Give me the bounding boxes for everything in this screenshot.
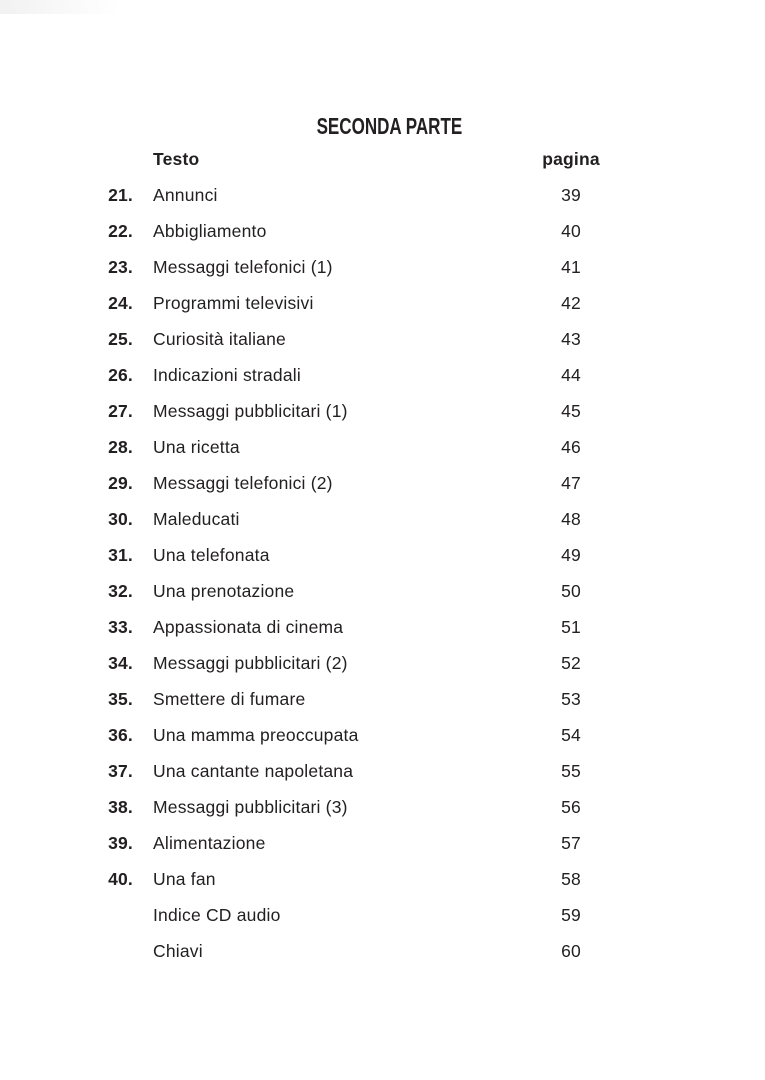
toc-entry-title: Alimentazione [153,833,266,854]
toc-row [0,502,765,538]
toc-row [0,214,765,250]
toc-entry-title: Curiosità italiane [153,329,286,350]
scan-artifact [0,0,120,14]
toc-entry-page: 60 [561,941,581,962]
toc-entry-number: 33. [108,617,133,638]
toc-entry-title: Indicazioni stradali [153,365,301,386]
section-title [7,114,765,138]
toc-entry-page: 47 [561,473,581,494]
toc-entry-number: 23. [108,257,133,278]
toc-row [0,790,765,826]
toc-entry-number: 34. [108,653,133,674]
toc-row [0,250,765,286]
toc-entry-page: 58 [561,869,581,890]
toc-row [0,682,765,718]
toc-entry-number: 24. [108,293,133,314]
toc-entry-page: 39 [561,185,581,206]
toc-entry-page: 44 [561,365,581,386]
toc-entry-title: Messaggi pubblicitari (1) [153,401,348,422]
toc-row [0,862,765,898]
toc-row [0,610,765,646]
toc-entry-number: 40. [108,869,133,890]
toc-entry-page: 49 [561,545,581,566]
toc-entry-number: 25. [108,329,133,350]
toc-row [0,358,765,394]
toc-entry-number: 30. [108,509,133,530]
toc-row [0,754,765,790]
toc-entry-page: 43 [561,329,581,350]
toc-entry-title: Maleducati [153,509,240,530]
toc-entry-title: Chiavi [153,941,203,962]
toc-entry-page: 53 [561,689,581,710]
toc-entry-number: 31. [108,545,133,566]
toc-entry-title: Messaggi pubblicitari (2) [153,653,348,674]
toc-entry-number: 35. [108,689,133,710]
toc-entry-page: 40 [561,221,581,242]
table-of-contents [0,142,765,970]
toc-entry-title: Messaggi telefonici (1) [153,257,333,278]
toc-header-row [0,142,765,178]
toc-row [0,538,765,574]
toc-entry-title: Programmi televisivi [153,293,314,314]
toc-entry-page: 55 [561,761,581,782]
toc-entry-page: 45 [561,401,581,422]
toc-entry-title: Una telefonata [153,545,270,566]
toc-row [0,286,765,322]
toc-entry-number: 22. [108,221,133,242]
toc-entry-title: Smettere di fumare [153,689,306,710]
toc-rows [0,178,765,970]
toc-row [0,430,765,466]
toc-row [0,574,765,610]
toc-row [0,934,765,970]
toc-entry-number: 32. [108,581,133,602]
toc-entry-page: 41 [561,257,581,278]
toc-entry-number: 36. [108,725,133,746]
toc-entry-number: 38. [108,797,133,818]
toc-entry-page: 54 [561,725,581,746]
toc-entry-page: 57 [561,833,581,854]
toc-header-pagina: pagina [542,149,600,170]
toc-entry-number: 28. [108,437,133,458]
toc-row [0,718,765,754]
toc-entry-title: Una cantante napoletana [153,761,354,782]
toc-entry-page: 56 [561,797,581,818]
toc-entry-number: 21. [108,185,133,206]
toc-entry-page: 48 [561,509,581,530]
toc-entry-number: 37. [108,761,133,782]
toc-entry-page: 52 [561,653,581,674]
toc-entry-title: Una ricetta [153,437,240,458]
toc-entry-page: 59 [561,905,581,926]
toc-entry-title: Una fan [153,869,216,890]
toc-row [0,178,765,214]
toc-entry-number: 39. [108,833,133,854]
toc-entry-page: 46 [561,437,581,458]
toc-entry-page: 42 [561,293,581,314]
toc-entry-page: 50 [561,581,581,602]
toc-entry-title: Messaggi pubblicitari (3) [153,797,348,818]
toc-entry-title: Appassionata di cinema [153,617,344,638]
toc-entry-page: 51 [561,617,581,638]
toc-entry-number: 29. [108,473,133,494]
toc-row [0,646,765,682]
toc-header-testo: Testo [153,149,200,170]
toc-row [0,826,765,862]
toc-entry-title: Una mamma preoccupata [153,725,359,746]
toc-entry-title: Annunci [153,185,218,206]
toc-row [0,466,765,502]
toc-row [0,394,765,430]
toc-entry-number: 27. [108,401,133,422]
toc-entry-number: 26. [108,365,133,386]
toc-entry-title: Indice CD audio [153,905,281,926]
toc-entry-title: Una prenotazione [153,581,295,602]
toc-row [0,322,765,358]
toc-entry-title: Abbigliamento [153,221,267,242]
toc-row [0,898,765,934]
section-title-text: SECONDA PARTE [316,113,463,139]
toc-entry-title: Messaggi telefonici (2) [153,473,333,494]
